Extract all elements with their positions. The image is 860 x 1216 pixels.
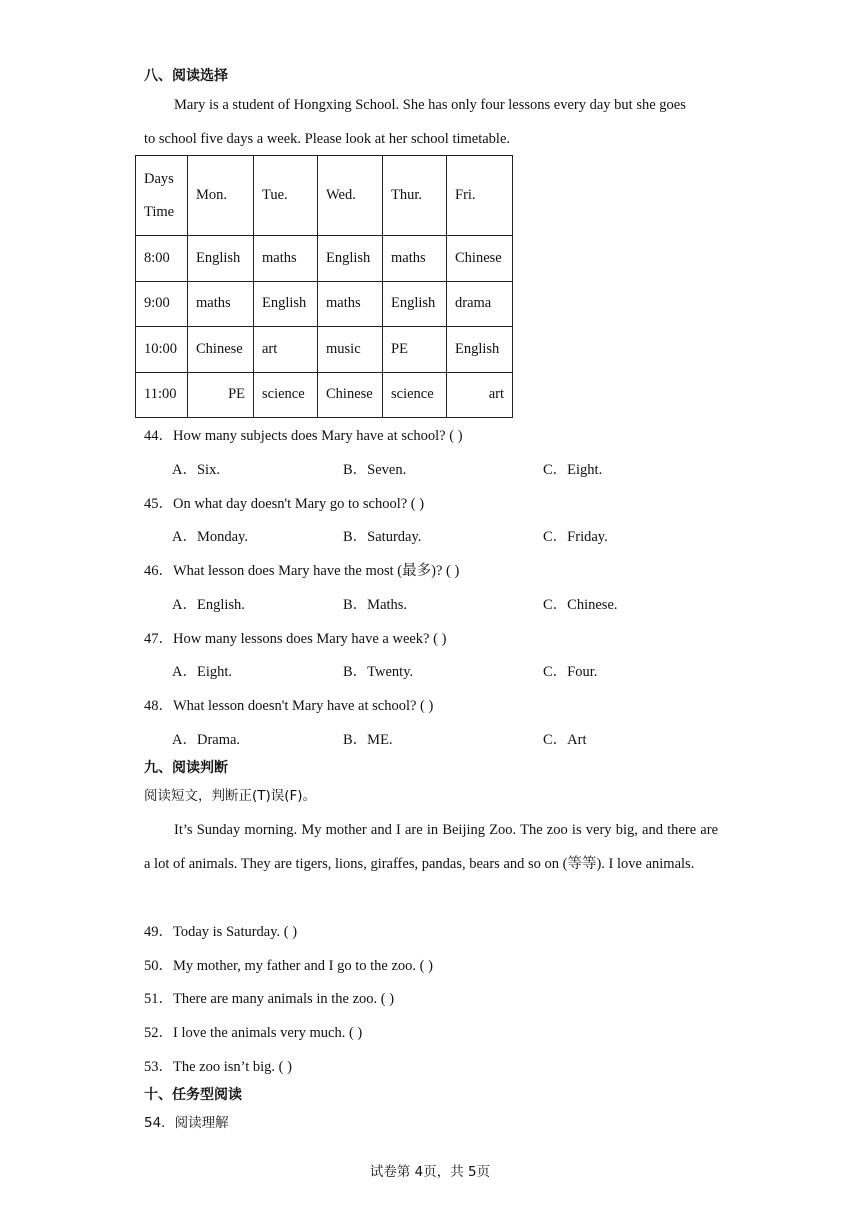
statement-52: 52．I love the animals very much. ( ) xyxy=(144,1025,363,1041)
timetable-row xyxy=(136,327,513,373)
corner-time-label: Time xyxy=(144,203,175,220)
option-b: B．Seven. xyxy=(343,462,407,478)
statement-51: 51．There are many animals in the zoo. ( ) xyxy=(144,991,395,1007)
lesson-cell: English xyxy=(188,236,254,282)
section-8-passage-line-1: Mary is a student of Hongxing School. She has only four lessons every day but she goes xyxy=(174,97,686,113)
section-10-title: 十、任务型阅读 xyxy=(144,1087,242,1103)
lesson-cell: science xyxy=(383,372,447,418)
option-a: A．Eight. xyxy=(172,664,233,680)
lesson-cell: Chinese xyxy=(188,327,254,373)
question-46: 46．What lesson does Mary have the most (最多)? ( ) xyxy=(144,563,460,579)
question-44: 44．How many subjects does Mary have at school? ( ) xyxy=(144,428,463,444)
timetable-header-row xyxy=(136,156,513,236)
option-a: A．Six. xyxy=(172,462,220,478)
day-header: Mon. xyxy=(188,156,254,236)
option-b: B．Maths. xyxy=(343,597,408,613)
time-cell: 10:00 xyxy=(136,327,188,373)
section-8-title: 八、阅读选择 xyxy=(144,68,228,84)
lesson-cell: maths xyxy=(318,281,383,327)
option-b: B．ME. xyxy=(343,732,393,748)
lesson-cell: PE xyxy=(188,372,254,418)
lesson-cell: science xyxy=(254,372,318,418)
section-9-passage xyxy=(144,813,718,881)
lesson-cell: English xyxy=(318,236,383,282)
time-cell: 9:00 xyxy=(136,281,188,327)
time-cell: 11:00 xyxy=(136,372,188,418)
question-45: 45．On what day doesn't Mary go to school? ( ) xyxy=(144,496,425,512)
lesson-cell: Chinese xyxy=(447,236,513,282)
option-c: C．Friday. xyxy=(543,529,608,545)
option-a: A．Drama. xyxy=(172,732,241,748)
lesson-cell: maths xyxy=(254,236,318,282)
option-c: C．Chinese. xyxy=(543,597,618,613)
lesson-cell: English xyxy=(447,327,513,373)
option-c: C．Eight. xyxy=(543,462,603,478)
section-9-title: 九、阅读判断 xyxy=(144,760,228,776)
timetable-row xyxy=(136,236,513,282)
question-48: 48．What lesson doesn't Mary have at school? ( ) xyxy=(144,698,434,714)
section-8-passage-line-2: to school five days a week. Please look at her school timetable. xyxy=(144,131,511,147)
lesson-cell: Chinese xyxy=(318,372,383,418)
day-header: Tue. xyxy=(254,156,318,236)
option-b: B．Saturday. xyxy=(343,529,422,545)
page-footer: 试卷第 4页，共 5页 xyxy=(369,1164,491,1180)
lesson-cell: art xyxy=(447,372,513,418)
option-c: C．Art xyxy=(543,732,587,748)
day-header: Wed. xyxy=(318,156,383,236)
lesson-cell: maths xyxy=(188,281,254,327)
timetable-row xyxy=(136,281,513,327)
statement-49: 49．Today is Saturday. ( ) xyxy=(144,924,298,940)
lesson-cell: English xyxy=(383,281,447,327)
timetable-corner-cell xyxy=(136,156,188,236)
option-b: B．Twenty. xyxy=(343,664,414,680)
day-header: Thur. xyxy=(383,156,447,236)
passage-text: It’s Sunday morning. My mother and I are in Beijing Zoo. The zoo is very big, and there are a lot of animals. They are tigers, lions, giraffes, pandas, bears and so on (等等). I love animals. xyxy=(144,822,718,872)
section-9-instruction: 阅读短文，判断正(T)误(F)。 xyxy=(144,788,317,804)
question-47: 47．How many lessons does Mary have a week? ( ) xyxy=(144,631,447,647)
lesson-cell: drama xyxy=(447,281,513,327)
lesson-cell: maths xyxy=(383,236,447,282)
school-timetable xyxy=(135,155,513,418)
timetable-row xyxy=(136,372,513,418)
statement-53: 53．The zoo isn’t big. ( ) xyxy=(144,1059,292,1075)
corner-days-label: Days xyxy=(144,170,174,187)
statement-50: 50．My mother, my father and I go to the zoo. ( ) xyxy=(144,958,433,974)
lesson-cell: PE xyxy=(383,327,447,373)
lesson-cell: music xyxy=(318,327,383,373)
lesson-cell: English xyxy=(254,281,318,327)
option-a: A．Monday. xyxy=(172,529,248,545)
day-header: Fri. xyxy=(447,156,513,236)
option-a: A．English. xyxy=(172,597,245,613)
lesson-cell: art xyxy=(254,327,318,373)
question-54: 54．阅读理解 xyxy=(144,1115,229,1131)
option-c: C．Four. xyxy=(543,664,598,680)
time-cell: 8:00 xyxy=(136,236,188,282)
